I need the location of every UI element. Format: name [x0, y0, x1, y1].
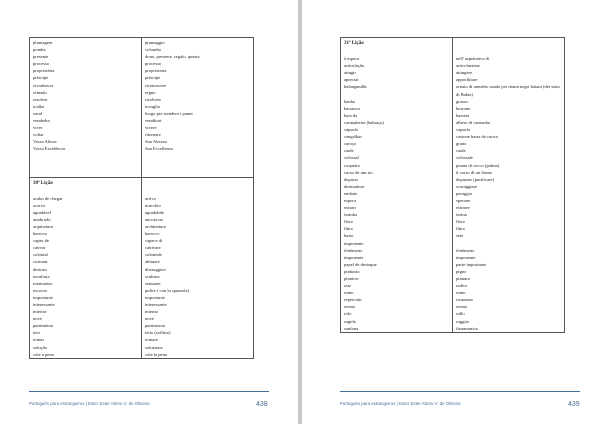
- term-italian: ornato di amuleto usado per donni negri baiani (dei stato di Bahia): [456, 84, 560, 97]
- term-portuguese: estatuárias: [33, 280, 53, 286]
- term-portuguese: voltar: [33, 132, 44, 138]
- term-portuguese: tornar: [33, 337, 44, 343]
- term-italian: remo: [456, 290, 466, 296]
- term-italian: tetto (soffitto): [145, 330, 171, 336]
- term-portuguese: resina: [344, 304, 355, 310]
- term-italian: risolvere: [145, 96, 162, 102]
- term-portuguese: repercutir: [344, 297, 362, 303]
- term-portuguese: interessante: [33, 302, 55, 307]
- term-italian: pulire ( con la spazzola): [145, 287, 190, 293]
- term-italian: barocco: [145, 231, 160, 237]
- column-portuguese: [341, 38, 453, 333]
- term-portuguese: colonial: [33, 252, 48, 258]
- footer-text: Português para estrangeiros | Ester Ester Abreu V. de Oliveira: [29, 401, 150, 406]
- term-portuguese: coqueiro: [344, 162, 361, 168]
- term-italian: piumaggio: [145, 40, 165, 45]
- term-italian: resina: [456, 304, 467, 310]
- term-portuguese: toalha: [33, 103, 45, 109]
- term-portuguese: proprietária: [33, 68, 55, 74]
- term-portuguese: fenômeno: [344, 247, 363, 253]
- term-italian: parte importante: [456, 261, 487, 267]
- page-number: 438: [256, 401, 268, 408]
- term-italian: Sua Altezza: [145, 139, 167, 145]
- term-portuguese: caule: [344, 148, 354, 154]
- column-italian: [453, 38, 565, 333]
- term-italian: grasso: [456, 98, 468, 104]
- term-italian: interno: [145, 309, 159, 315]
- term-italian: ruggito: [456, 318, 470, 324]
- left-page: [0, 0, 298, 424]
- footer-rule: [340, 391, 580, 392]
- term-portuguese: cápsula: [344, 127, 358, 133]
- term-italian: approfittare: [456, 77, 478, 83]
- term-italian: cattivare: [145, 245, 161, 251]
- term-italian: caule: [456, 148, 466, 154]
- right-page: [302, 0, 600, 424]
- term-portuguese: rugido: [344, 318, 356, 324]
- term-italian: interessante: [145, 302, 167, 307]
- term-italian: pianura: [456, 276, 470, 281]
- term-italian: ritornare: [145, 132, 161, 138]
- term-portuguese: caroço: [344, 141, 357, 147]
- term-italian: grano: [456, 141, 467, 147]
- term-italian: burrone: [456, 105, 471, 111]
- term-portuguese: teto: [33, 330, 40, 336]
- vocabulary-table-left: [29, 37, 254, 359]
- term-italian: sperone: [456, 197, 471, 203]
- term-portuguese: curso de um rio: [344, 169, 373, 175]
- term-italian: radice: [456, 283, 468, 289]
- footer-text: Português para estrangeiros | Ester Ester Abreu V. de Oliveira: [340, 401, 461, 406]
- column-italian: [142, 38, 254, 178]
- term-portuguese: nove: [33, 316, 42, 322]
- term-italian: mucchio: [145, 202, 161, 208]
- footer-rule: [29, 391, 269, 392]
- term-portuguese: barroco: [33, 231, 48, 237]
- term-portuguese: agradável: [33, 209, 51, 215]
- column-portuguese: [30, 177, 142, 358]
- lesson-title: 31ª Lição: [344, 41, 364, 46]
- term-portuguese: interior: [33, 309, 47, 315]
- term-portuguese: reinado: [33, 89, 47, 95]
- term-portuguese: plumagem: [33, 40, 53, 45]
- term-italian: pianta di cocco (palma): [456, 162, 500, 168]
- term-italian: vivere: [145, 125, 157, 131]
- term-italian: agradabile: [145, 209, 165, 215]
- term-portuguese: resolver: [33, 96, 48, 102]
- term-italian: fenômeno: [456, 247, 475, 253]
- term-portuguese: extrair: [344, 205, 356, 211]
- term-portuguese: capaz de: [33, 238, 49, 244]
- page-number: 439: [568, 401, 580, 408]
- term-portuguese: embate: [344, 190, 358, 196]
- term-italian: abituare: [145, 259, 160, 265]
- term-portuguese: cangalhas: [344, 134, 363, 140]
- term-portuguese: bata da: [344, 112, 358, 118]
- term-italian: rullo: [456, 311, 465, 317]
- term-portuguese: flora: [344, 219, 353, 225]
- term-italian: Sua Eccellenza: [145, 146, 173, 152]
- term-italian: statuarie: [145, 280, 161, 286]
- term-portuguese: escovar: [33, 287, 48, 293]
- term-italian: [456, 240, 561, 247]
- term-portuguese: acabo de chegar: [33, 195, 63, 201]
- term-portuguese: barranco: [344, 105, 361, 111]
- term-italian: il corso di un fiume: [456, 169, 492, 175]
- term-italian: proprietaria: [145, 68, 167, 74]
- term-italian: capace di: [145, 238, 163, 244]
- term-portuguese: arquitetura: [33, 223, 53, 229]
- term-italian: estrarre: [456, 205, 470, 211]
- term-italian: regno: [145, 89, 156, 95]
- term-portuguese: escultura: [33, 273, 50, 279]
- term-italian: tovaglia: [145, 103, 160, 109]
- vocabulary-table-right: [340, 37, 565, 333]
- term-portuguese: farinha: [344, 212, 358, 218]
- term-italian: colomba: [145, 47, 161, 53]
- term-portuguese: papel de destaque: [344, 261, 377, 267]
- table-section-lesson-30: [30, 177, 254, 358]
- term-italian: luogo per stendere i panni: [145, 110, 193, 116]
- term-portuguese: remo: [344, 290, 354, 296]
- term-italian: dono, presente, regalo, questa: [145, 54, 200, 60]
- term-portuguese: espora: [344, 197, 356, 203]
- term-italian: nell' aspettativa di: [456, 56, 490, 62]
- term-italian: scoraggiare: [456, 183, 478, 189]
- term-italian: distruggere: [145, 266, 166, 272]
- term-portuguese: colossal: [344, 155, 359, 161]
- term-italian: scultura: [145, 273, 160, 279]
- term-italian: articolazione: [456, 63, 480, 69]
- term-portuguese: apreciar: [344, 77, 359, 83]
- term-portuguese: Vossa Excelência: [33, 146, 65, 152]
- term-italian: arrivo: [145, 195, 156, 201]
- term-italian: pigno: [456, 268, 467, 274]
- term-portuguese: importante: [33, 294, 53, 300]
- term-italian: soluzione: [145, 344, 163, 350]
- term-portuguese: raiz: [344, 283, 351, 289]
- term-portuguese: imponente: [344, 240, 364, 246]
- term-italian: flora: [456, 219, 465, 225]
- term-portuguese: haste: [344, 233, 354, 239]
- term-italian: depurare (purificare): [456, 176, 495, 182]
- term-portuguese: fibra: [344, 226, 353, 232]
- term-italian: castone basta da carico: [456, 134, 499, 140]
- term-italian: coloniale: [145, 252, 162, 258]
- term-italian: architettura: [145, 223, 166, 229]
- term-portuguese: viver: [33, 125, 43, 131]
- term-portuguese: costurar: [33, 259, 48, 265]
- term-italian: basseta: [456, 112, 470, 118]
- term-portuguese: pinhasto: [344, 268, 360, 274]
- term-portuguese: articulação: [344, 63, 365, 69]
- term-portuguese: pomba: [33, 47, 46, 53]
- term-portuguese: rolo: [344, 311, 352, 317]
- term-portuguese: atingir: [344, 70, 356, 76]
- table-section-lesson-31: [341, 38, 565, 333]
- term-portuguese: príncipe: [33, 75, 49, 81]
- term-portuguese: patrimônio: [33, 323, 54, 329]
- term-portuguese: vendedor: [33, 118, 51, 124]
- table-section-top: [30, 38, 254, 178]
- term-italian: patrimonio: [145, 323, 166, 329]
- term-italian: capsula: [456, 127, 470, 133]
- term-portuguese: sanfona: [344, 325, 359, 331]
- term-portuguese: balangandãs: [344, 84, 367, 90]
- term-portuguese: desmatinar: [344, 183, 365, 189]
- term-portuguese: destruir: [33, 266, 48, 272]
- term-portuguese: planície: [344, 276, 359, 281]
- term-italian: venditori: [145, 118, 162, 124]
- term-portuguese: varal: [33, 110, 43, 116]
- term-portuguese: processo: [33, 61, 50, 67]
- term-portuguese: vale a pena: [33, 351, 54, 357]
- term-italian: imponente: [456, 254, 476, 260]
- term-italian: principe: [145, 75, 161, 81]
- term-italian: tornare: [145, 337, 159, 343]
- term-portuguese: ainda não: [33, 216, 51, 222]
- term-italian: risuonare: [456, 297, 474, 303]
- term-italian: attingere: [456, 70, 473, 76]
- term-italian: sete: [456, 233, 464, 239]
- term-italian: colossale: [456, 155, 473, 161]
- term-italian: vale la pena: [145, 351, 167, 357]
- term-italian: riconoscere: [145, 82, 167, 88]
- column-italian: [142, 177, 254, 358]
- term-portuguese: à espera: [344, 56, 359, 62]
- term-portuguese: acervo: [33, 202, 46, 208]
- term-portuguese: carnaubeira (bahaiçu): [344, 119, 384, 125]
- term-italian: farina: [456, 212, 467, 218]
- term-italian: fibra: [456, 226, 465, 232]
- term-italian: importante: [145, 294, 165, 300]
- term-portuguese: cativar: [33, 245, 46, 251]
- term-italian: ancora no: [145, 216, 163, 222]
- term-italian: nove: [145, 316, 154, 322]
- term-portuguese: banha: [344, 98, 355, 104]
- term-italian: processo: [145, 61, 162, 67]
- lesson-title: 30ª Lição: [33, 180, 53, 186]
- term-portuguese: depurar: [344, 176, 359, 182]
- term-italian: paraggio: [456, 190, 473, 196]
- term-italian: albero di carnauba: [456, 119, 490, 125]
- term-portuguese: presente: [33, 54, 49, 60]
- term-portuguese: imponente: [344, 254, 364, 260]
- term-portuguese: solução: [33, 344, 48, 350]
- column-portuguese: [30, 38, 142, 178]
- term-italian: fisarmonica: [456, 325, 478, 331]
- term-portuguese: reconhecer: [33, 82, 54, 88]
- term-portuguese: Vossa Alteza: [33, 139, 57, 145]
